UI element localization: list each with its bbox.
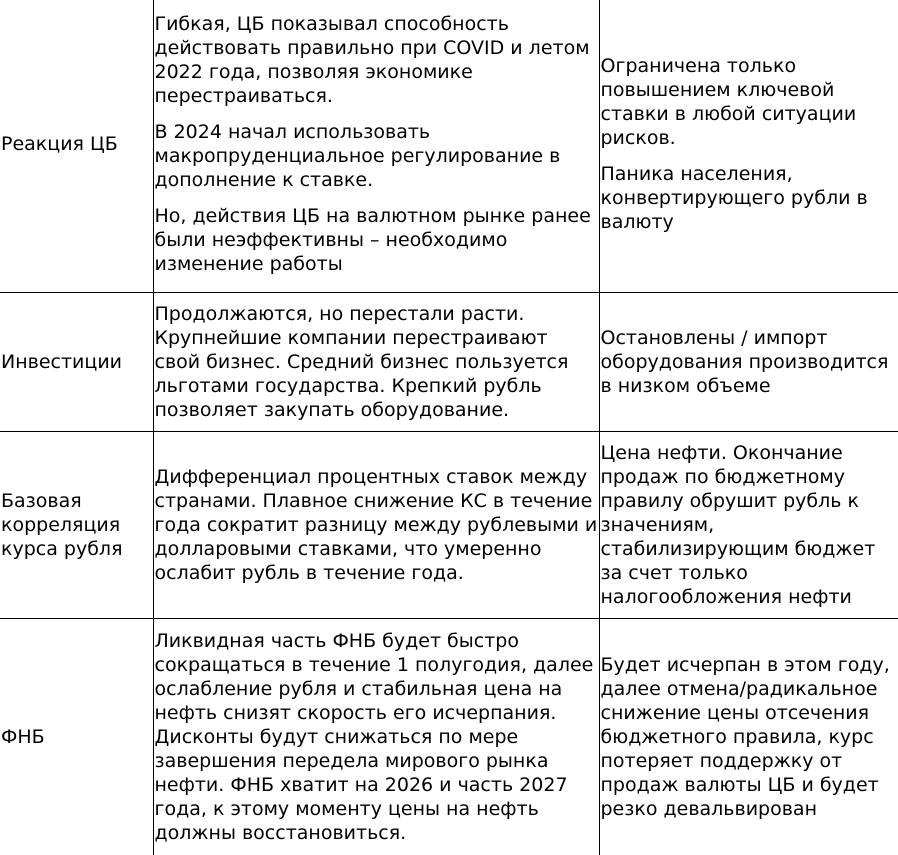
alternative-cell bbox=[599, 432, 898, 619]
alternative-cell bbox=[599, 619, 898, 855]
table-row bbox=[0, 0, 898, 293]
scenario-paragraph: В 2024 начал использовать макропруденциальное регулирование в дополнение к ставке. bbox=[155, 120, 599, 192]
scenario-paragraph: Ликвидная часть ФНБ будет быстро сокращаться в течение 1 полугодия, далее ослабление рубля и стабильная цена на нефть снизят скорость его исчерпания. Дисконты будут снижаться по мере завершения передела мирового рынка нефти. ФНБ хватит на 2026 и часть 2027 года, к этому моменту цены на нефть должны восстановиться. bbox=[155, 629, 599, 845]
table-row bbox=[0, 293, 898, 432]
scenario-paragraph: Но, действия ЦБ на валютном рынке ранее были неэффективны – необходимо изменение работы bbox=[155, 204, 599, 276]
scenario-cell bbox=[153, 293, 599, 432]
alternative-paragraph: Остановлены / импорт оборудования производится в низком объеме bbox=[601, 326, 898, 398]
row-label: Базовая корреляция курса рубля bbox=[1, 489, 153, 561]
scenario-cell bbox=[153, 0, 599, 293]
scenario-cell bbox=[153, 432, 599, 619]
alternative-paragraph: Ограничена только повышением ключевой ставки в любой ситуации рисков. bbox=[601, 54, 898, 150]
row-label: ФНБ bbox=[1, 725, 153, 749]
alternative-paragraph: Паника населения, конвертирующего рубли в валюту bbox=[601, 162, 898, 234]
scenario-paragraph: Дифференциал процентных ставок между странами. Плавное снижение КС в течение года сократит разницу между рублевыми и долларовыми ставками, что умеренно ослабит рубль в течение года. bbox=[155, 465, 599, 585]
row-label: Инвестиции bbox=[1, 350, 153, 374]
row-label-cell bbox=[0, 619, 153, 855]
scenario-paragraph: Гибкая, ЦБ показывал способность действовать правильно при COVID и летом 2022 года, позволяя экономике перестраиваться. bbox=[155, 12, 599, 108]
alternative-cell bbox=[599, 293, 898, 432]
row-label-cell bbox=[0, 432, 153, 619]
table-row bbox=[0, 619, 898, 855]
row-label-cell bbox=[0, 0, 153, 293]
scenario-cell bbox=[153, 619, 599, 855]
alternative-paragraph: Цена нефти. Окончание продаж по бюджетному правилу обрушит рубль к значениям, стабилизирующим бюджет за счет только налогообложения нефти bbox=[601, 441, 898, 609]
row-label-cell bbox=[0, 293, 153, 432]
alternative-paragraph: Будет исчерпан в этом году, далее отмена/радикальное снижение цены отсечения бюджетного правила, курс потеряет поддержку от продаж валюты ЦБ и будет резко девальвирован bbox=[601, 653, 898, 821]
alternative-cell bbox=[599, 0, 898, 293]
scenario-paragraph: Продолжаются, но перестали расти. Крупнейшие компании перестраивают свой бизнес. Средний бизнес пользуется льготами государства. Крепкий рубль позволяет закупать оборудование. bbox=[155, 302, 599, 422]
table-row bbox=[0, 432, 898, 619]
row-label: Реакция ЦБ bbox=[1, 132, 153, 156]
